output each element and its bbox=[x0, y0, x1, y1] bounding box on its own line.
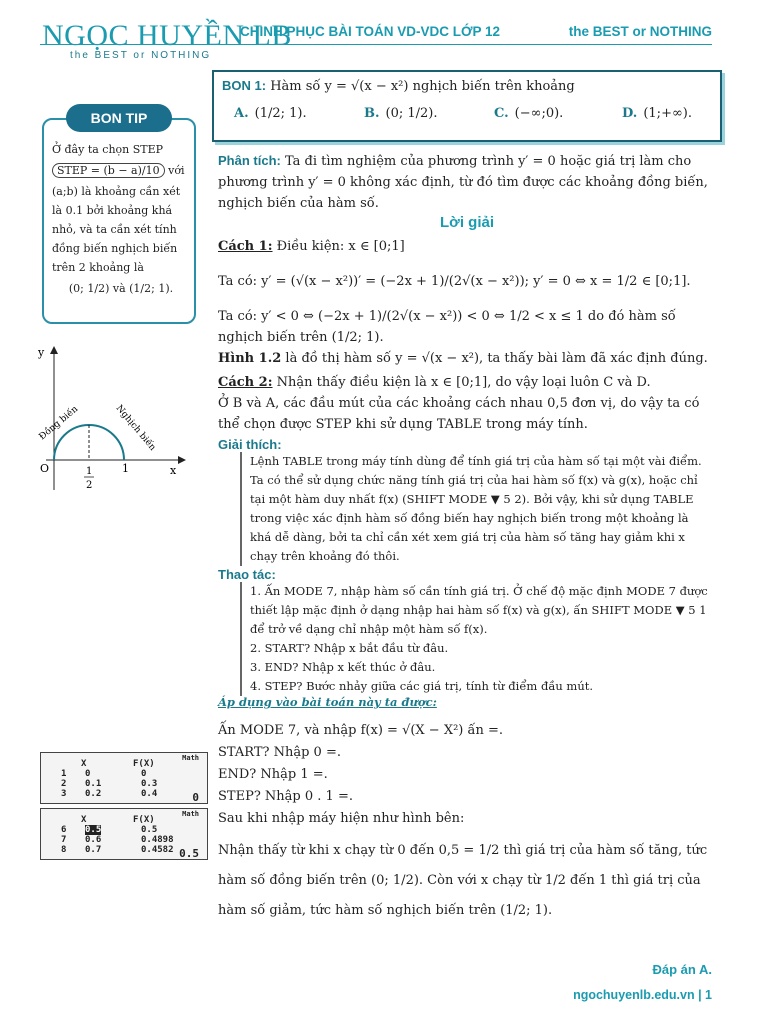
choice-c-value: (−∞;0). bbox=[514, 106, 564, 121]
explanation-label: Giải thích: bbox=[218, 437, 282, 452]
explanation-text: Lệnh TABLE trong máy tính dùng để tính giá trị của hàm số tại một vài điểm. Ta có thể sử dụng chức năng tính giá trị của hai hàm số f(x) và g(x), hoặc chỉ tại một hàm duy nhất f(x) (SHIFT MODE ▼ 5 2). Bởi vậy, khi sử dụng TABLE trong việc xác định hàm số đồng biến hay nghịch biến trong một khoảng là khá dễ dàng, bởi ta chỉ cần xét xem giá trị của hàm số tăng hay giảm khi x chạy trên khoảng đó thôi. bbox=[240, 452, 712, 566]
x-label: x bbox=[170, 464, 177, 477]
brand-name: NGỌC HUYỀN LB bbox=[42, 19, 292, 52]
choice-b-value: (0; 1/2). bbox=[385, 106, 438, 121]
analysis-text: Ta đi tìm nghiệm của phương trình y′ = 0 hoặc giá trị làm cho phương trình y′ = 0 không xác định, từ đó tìm được các khoảng đồng biến, nghịch biến của hàm số. bbox=[218, 154, 708, 211]
choice-d-value: (1;+∞). bbox=[643, 106, 692, 121]
calc2-head-f: F(X) bbox=[133, 815, 155, 825]
choice-b[interactable] bbox=[364, 106, 438, 121]
apply-line3: END? Nhập 1 =. bbox=[218, 767, 328, 782]
calc1-r1-f: 0 bbox=[141, 769, 147, 779]
header-motto: the BEST or NOTHING bbox=[568, 24, 712, 39]
calc2-math: Math bbox=[182, 810, 199, 818]
apply-label: Áp dụng vào bài toán này ta được: bbox=[218, 695, 437, 709]
figure-note-label: Hình 1.2 bbox=[218, 351, 282, 366]
calc2-bottom: 0.5 bbox=[179, 847, 199, 860]
method1-conclusion: Ta có: y′ < 0 ⇔ (−2x + 1)/(2√(x − x²)) < 0 ⇔ 1/2 < x ≤ 1 do đó hàm số nghịch biến trên (1/2; 1). bbox=[218, 309, 676, 345]
calc2-r2-x: 0.6 bbox=[85, 835, 102, 845]
calc1-r2-x: 0.1 bbox=[85, 779, 102, 789]
calculator-screen-1 bbox=[40, 752, 208, 804]
operations-step3: 3. END? Nhập x kết thúc ở đâu. bbox=[250, 660, 436, 674]
calc1-r3-f: 0.4 bbox=[141, 789, 158, 799]
calc1-r2-idx: 2 bbox=[61, 779, 67, 789]
question-text: Hàm số y = √(x − x²) nghịch biến trên khoảng bbox=[270, 79, 575, 94]
calc2-r2-f: 0.4898 bbox=[141, 835, 174, 845]
operations-step4: 4. STEP? Bước nhảy giữa các giá trị, tính từ điểm đầu mút. bbox=[250, 679, 594, 693]
tip-with: với bbox=[168, 164, 185, 177]
method1-label: Cách 1: bbox=[218, 239, 273, 254]
choice-c[interactable] bbox=[494, 106, 563, 121]
origin-label: O bbox=[40, 462, 50, 475]
tip-text bbox=[52, 140, 190, 298]
apply-line6: Nhận thấy từ khi x chạy từ 0 đến 0,5 = 1/2 thì giá trị của hàm số tăng, tức hàm số đồng biến trên (0; 1/2). Còn với x chạy từ 1/2 đến 1 thì giá trị của hàm số giảm, tức hàm số nghịch biến trên (1/2; 1). bbox=[218, 843, 708, 918]
tip-step-formula bbox=[52, 161, 190, 180]
header-title: CHINH PHỤC BÀI TOÁN VD-VDC LỚP 12 bbox=[240, 24, 501, 39]
method1-condition: Điều kiện: x ∈ [0;1] bbox=[276, 239, 405, 254]
calc2-r3-x: 0.7 bbox=[85, 845, 102, 855]
question-label: BON 1: bbox=[222, 78, 267, 93]
calculator-screen-2 bbox=[40, 808, 208, 860]
x-axis-arrow bbox=[178, 456, 186, 464]
method2-text1: Nhận thấy điều kiện là x ∈ [0;1], do vậy loại luôn C và D. bbox=[276, 375, 651, 390]
operations-step1: 1. Ấn MODE 7, nhập hàm số cần tính giá trị. Ở chế độ mặc định MODE 7 được thiết lập mặc định ở dạng nhập hai hàm số f(x) và g(x), ấn SHIFT MODE ▼ 5 1 để trở về dạng chỉ nhập một hàm số f(x). bbox=[250, 584, 708, 636]
increasing-label: Đồng biến bbox=[37, 404, 81, 443]
tip-line1: Ở đây ta chọn STEP bbox=[52, 143, 164, 156]
calc1-r1-x: 0 bbox=[85, 769, 91, 779]
analysis-label: Phân tích: bbox=[218, 153, 281, 168]
choice-c-key: C. bbox=[494, 106, 509, 121]
function-graph bbox=[30, 340, 190, 500]
decreasing-label: Nghịch biến bbox=[113, 403, 158, 453]
header-divider bbox=[40, 44, 712, 45]
calc1-r3-x: 0.2 bbox=[85, 789, 102, 799]
choice-a[interactable] bbox=[234, 106, 307, 121]
tip-line2: (a;b) là khoảng cần xét là 0.1 bởi khoảng khá nhỏ, và ta cần xét tính đồng biến nghịch biến trên 2 khoảng là bbox=[52, 185, 181, 274]
method2-label: Cách 2: bbox=[218, 375, 273, 390]
brand-tagline: the BEST or NOTHING bbox=[70, 50, 212, 61]
calc2-r1-idx: 6 bbox=[61, 825, 67, 835]
choice-d[interactable] bbox=[622, 106, 692, 121]
operations-list bbox=[240, 582, 712, 696]
figure-note bbox=[218, 348, 718, 369]
y-label: y bbox=[38, 346, 45, 359]
answer: Đáp án A. bbox=[652, 962, 712, 977]
apply-steps bbox=[218, 720, 718, 926]
choice-a-key: A. bbox=[234, 106, 249, 121]
apply-line4: STEP? Nhập 0 . 1 =. bbox=[218, 789, 353, 804]
tick-one-label: 1 bbox=[122, 462, 129, 475]
calc2-r3-f: 0.4582 bbox=[141, 845, 174, 855]
choice-b-key: B. bbox=[364, 106, 380, 121]
analysis bbox=[218, 150, 718, 214]
method1-derivative: Ta có: y′ = (√(x − x²))′ = (−2x + 1)/(2√(x − x²)); y′ = 0 ⇔ x = 1/2 ∈ [0;1]. bbox=[218, 274, 691, 289]
calc2-head-x: X bbox=[81, 815, 87, 825]
tip-intervals: (0; 1/2) và (1/2; 1). bbox=[68, 282, 174, 295]
calc2-r1-x: 0.5 bbox=[85, 825, 102, 835]
calc1-r3-idx: 3 bbox=[61, 789, 67, 799]
calc1-bottom: 0 bbox=[192, 791, 199, 804]
apply-label-wrap bbox=[218, 694, 718, 710]
method2-line1 bbox=[218, 372, 718, 393]
operations-step2: 2. START? Nhập x bắt đầu từ đâu. bbox=[250, 641, 449, 655]
calc1-head-f: F(X) bbox=[133, 759, 155, 769]
question-box bbox=[212, 70, 722, 142]
operations-label: Thao tác: bbox=[218, 567, 276, 582]
calc2-r2-idx: 7 bbox=[61, 835, 67, 845]
calc2-r3-idx: 8 bbox=[61, 845, 67, 855]
method2 bbox=[218, 372, 718, 435]
apply-line1: Ấn MODE 7, và nhập f(x) = √(X − X²) ấn =. bbox=[218, 723, 503, 738]
apply-line2: START? Nhập 0 =. bbox=[218, 745, 341, 760]
tip-step-formula-text: STEP = (b − a)/10 bbox=[52, 163, 165, 178]
choice-a-value: (1/2; 1). bbox=[254, 106, 307, 121]
footer: ngochuyenlb.edu.vn | 1 bbox=[573, 988, 712, 1002]
calc1-r2-f: 0.3 bbox=[141, 779, 158, 789]
calc1-r1-idx: 1 bbox=[61, 769, 67, 779]
tick-half-num: 1 bbox=[86, 466, 93, 477]
calc1-head-x: X bbox=[81, 759, 87, 769]
solution-title: Lời giải bbox=[440, 214, 495, 231]
calc1-math: Math bbox=[182, 754, 199, 762]
tick-half-den: 2 bbox=[86, 480, 93, 491]
method2-text2: Ở B và A, các đầu mút của các khoảng cách nhau 0,5 đơn vị, do vậy ta có thể chọn được STEP khi sử dụng TABLE trong máy tính. bbox=[218, 396, 700, 432]
tip-label: BON TIP bbox=[66, 104, 172, 132]
choice-d-key: D. bbox=[622, 106, 638, 121]
method1 bbox=[218, 236, 718, 348]
apply-line5: Sau khi nhập máy hiện như hình bên: bbox=[218, 811, 465, 826]
method1-condition-line bbox=[218, 236, 718, 257]
calc2-r1-f: 0.5 bbox=[141, 825, 158, 835]
y-axis-arrow bbox=[50, 346, 58, 354]
figure-note-text: là đồ thị hàm số y = √(x − x²), ta thấy bài làm đã xác định đúng. bbox=[285, 351, 708, 366]
question-title bbox=[222, 78, 575, 94]
